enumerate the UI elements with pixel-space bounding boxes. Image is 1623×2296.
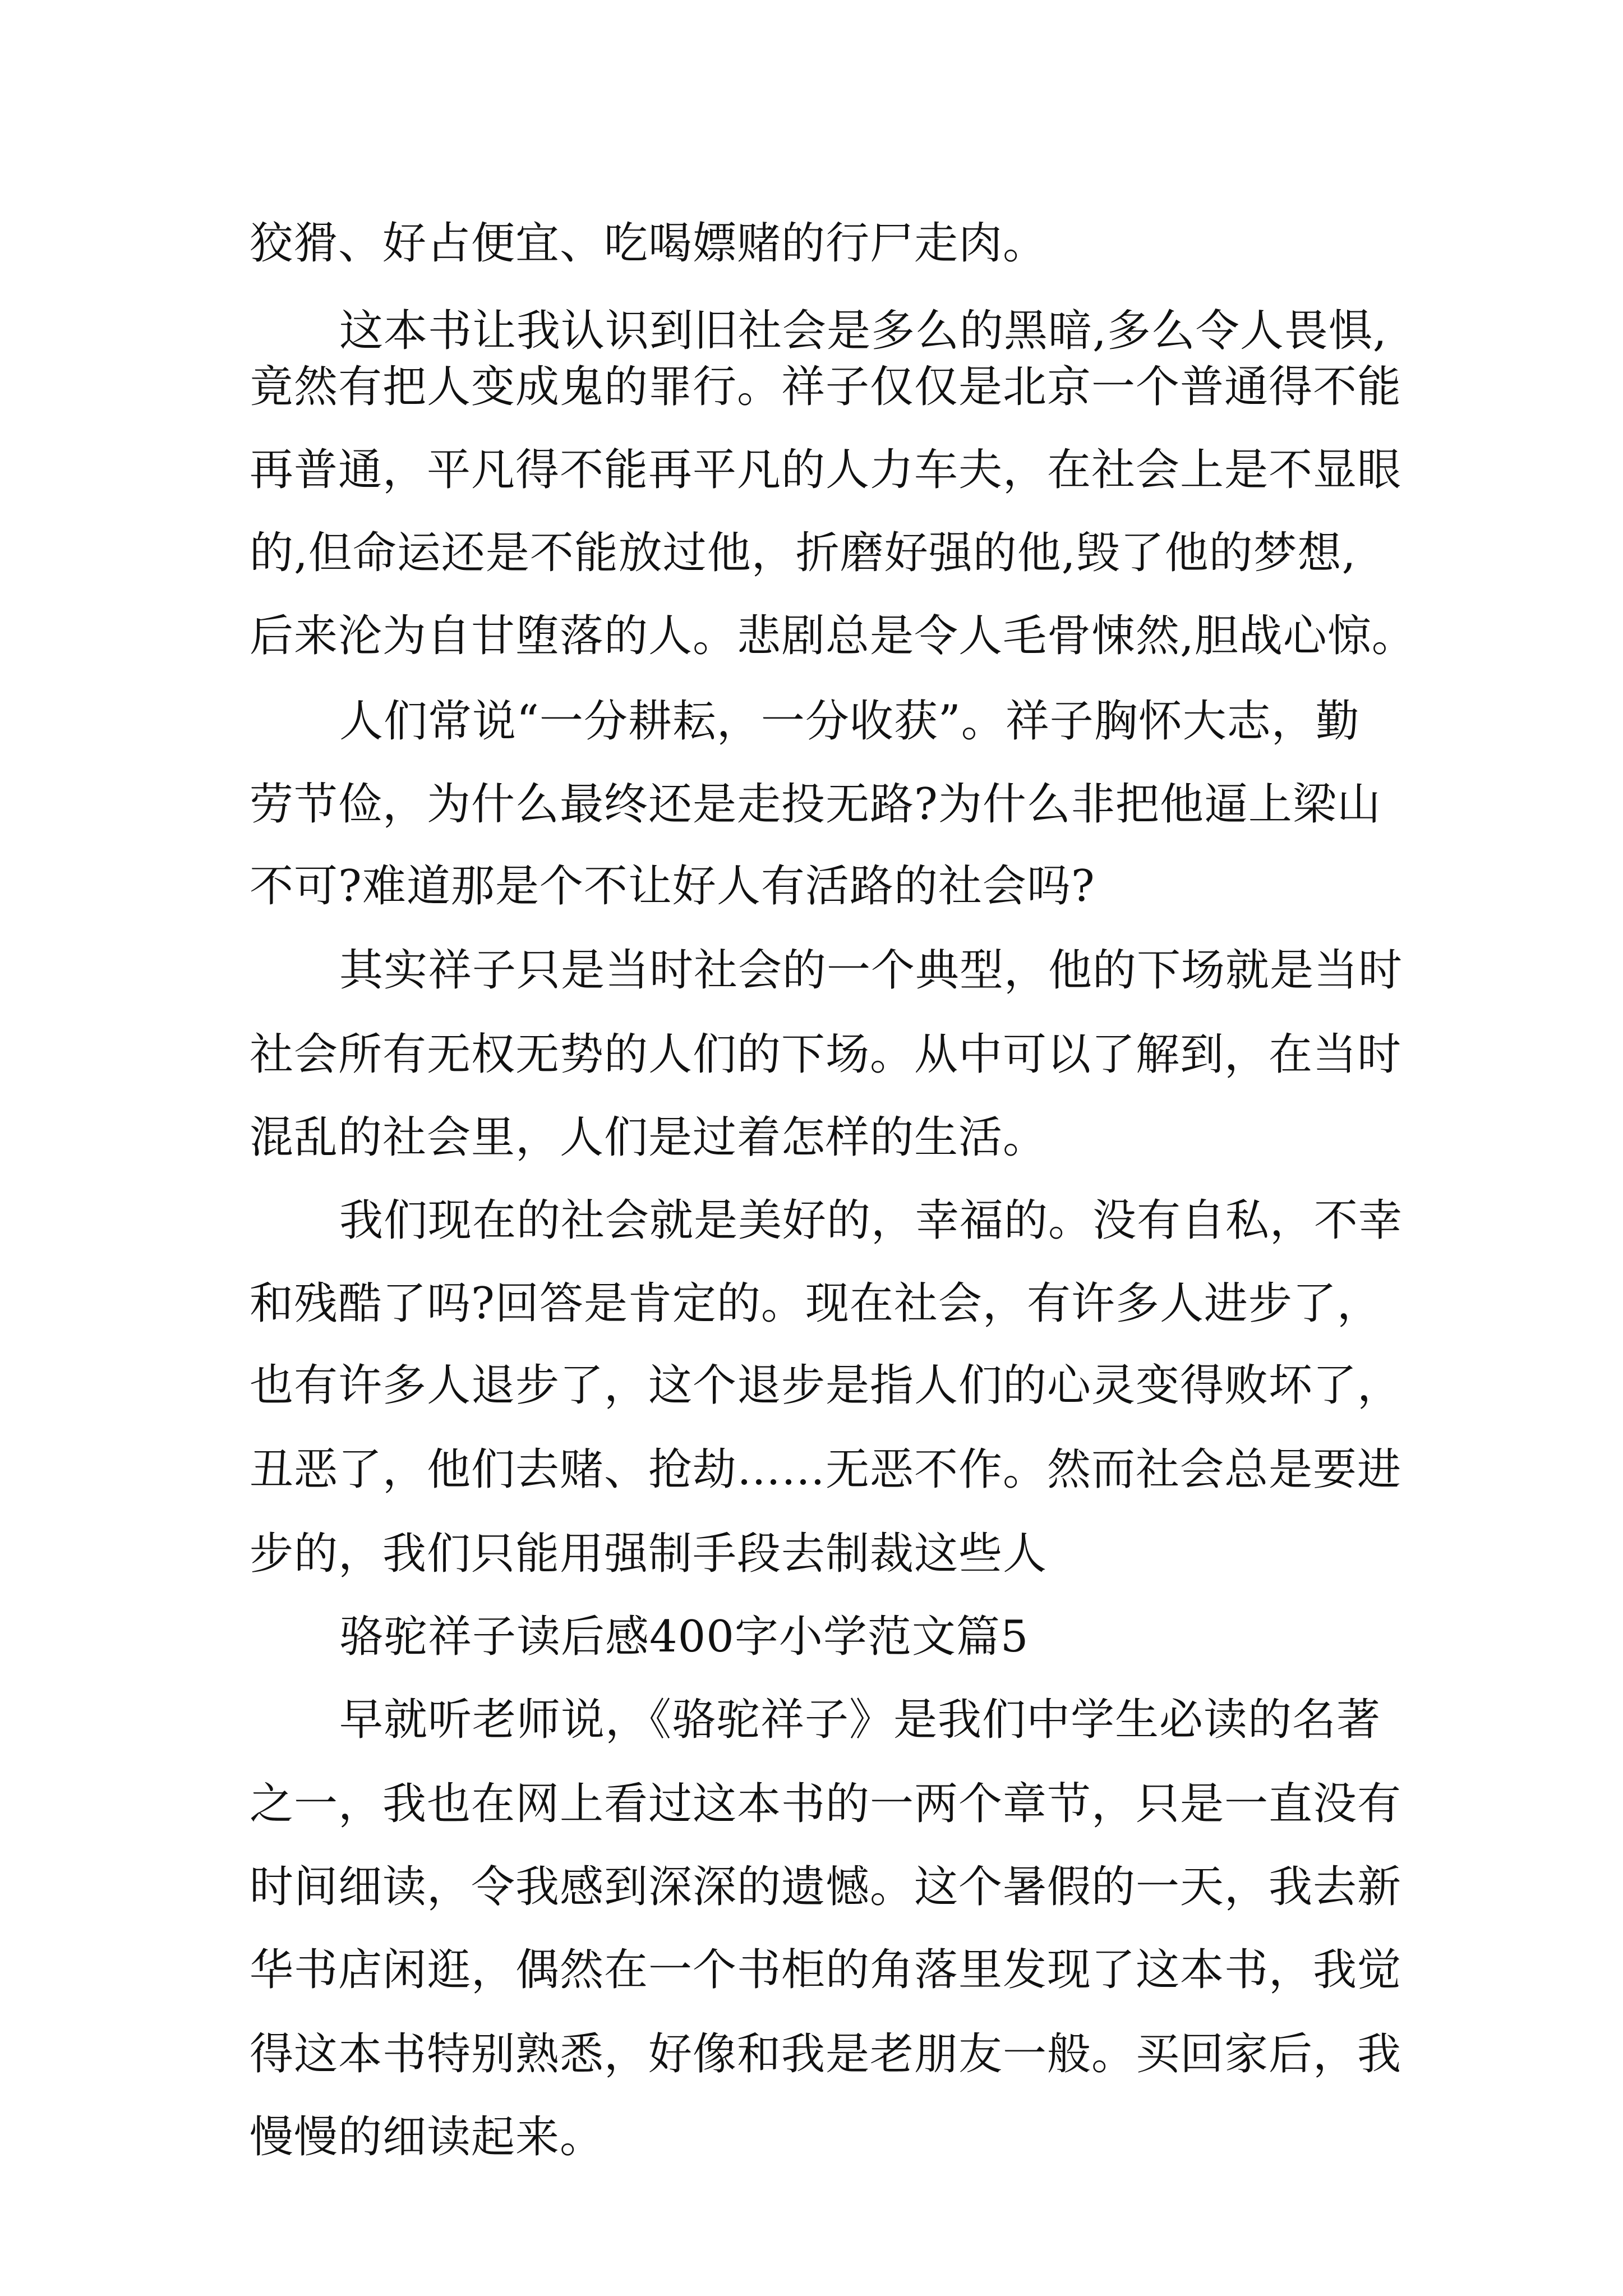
text-line: 狡猾、好占便宜、吃喝嫖赌的行尸走肉。 (250, 218, 1048, 269)
text-line: 的,但命运还是不能放过他，折磨好强的他,毁了他的梦想, (250, 528, 1357, 578)
text-line: 不可?难道那是个不让好人有活路的社会吗? (250, 861, 1095, 912)
paragraph-first-line: 这本书让我认识到旧社会是多么的黑暗,多么令人畏惧, (339, 306, 1387, 356)
text-line: 社会所有无权无势的人们的下场。从中可以了解到，在当时 (250, 1029, 1402, 1080)
text-line: 再普通，平凡得不能再平凡的人力车夫，在社会上是不显眼 (250, 445, 1402, 495)
text-line: 华书店闲逛，偶然在一个书柜的角落里发现了这本书，我觉 (250, 1945, 1402, 1995)
text-line: 劳节俭，为什么最终还是走投无路?为什么非把他逼上梁山 (250, 779, 1381, 830)
text-line: 混乱的社会里，人们是过着怎样的生活。 (250, 1112, 1048, 1163)
text-line: 之一，我也在网上看过这本书的一两个章节，只是一直没有 (250, 1779, 1402, 1829)
section-heading: 骆驼祥子读后感400字小学范文篇5 (339, 1612, 1029, 1662)
text-line: 步的，我们只能用强制手段去制裁这些人 (250, 1529, 1048, 1579)
text-line: 慢慢的细读起来。 (250, 2112, 605, 2162)
text-line: 时间细读，令我感到深深的遗憾。这个暑假的一天，我去新 (250, 1862, 1402, 1912)
text-line: 得这本书特别熟悉，好像和我是老朋友一般。买回家后，我 (250, 2029, 1402, 2079)
paragraph-first-line: 我们现在的社会就是美好的，幸福的。没有自私，不幸 (339, 1195, 1403, 1246)
text-line: 也有许多人退步了，这个退步是指人们的心灵变得败坏了， (250, 1360, 1402, 1411)
text-line: 和残酷了吗?回答是肯定的。现在社会，有许多人进步了， (250, 1278, 1381, 1329)
paragraph-first-line: 人们常说“一分耕耘，一分收获”。祥子胸怀大志，勤 (339, 696, 1360, 747)
text-line: 丑恶了，他们去赌、抢劫……无恶不作。然而社会总是要进 (250, 1444, 1402, 1495)
text-line: 后来沦为自甘堕落的人。悲剧总是令人毛骨悚然,胆战心惊。 (250, 611, 1416, 661)
paragraph-first-line: 其实祥子只是当时社会的一个典型，他的下场就是当时 (339, 945, 1403, 996)
paragraph-first-line: 早就听老师说，《骆驼祥子》是我们中学生必读的名著 (339, 1695, 1381, 1745)
text-line: 竟然有把人变成鬼的罪行。祥子仅仅是北京一个普通得不能 (250, 362, 1402, 412)
